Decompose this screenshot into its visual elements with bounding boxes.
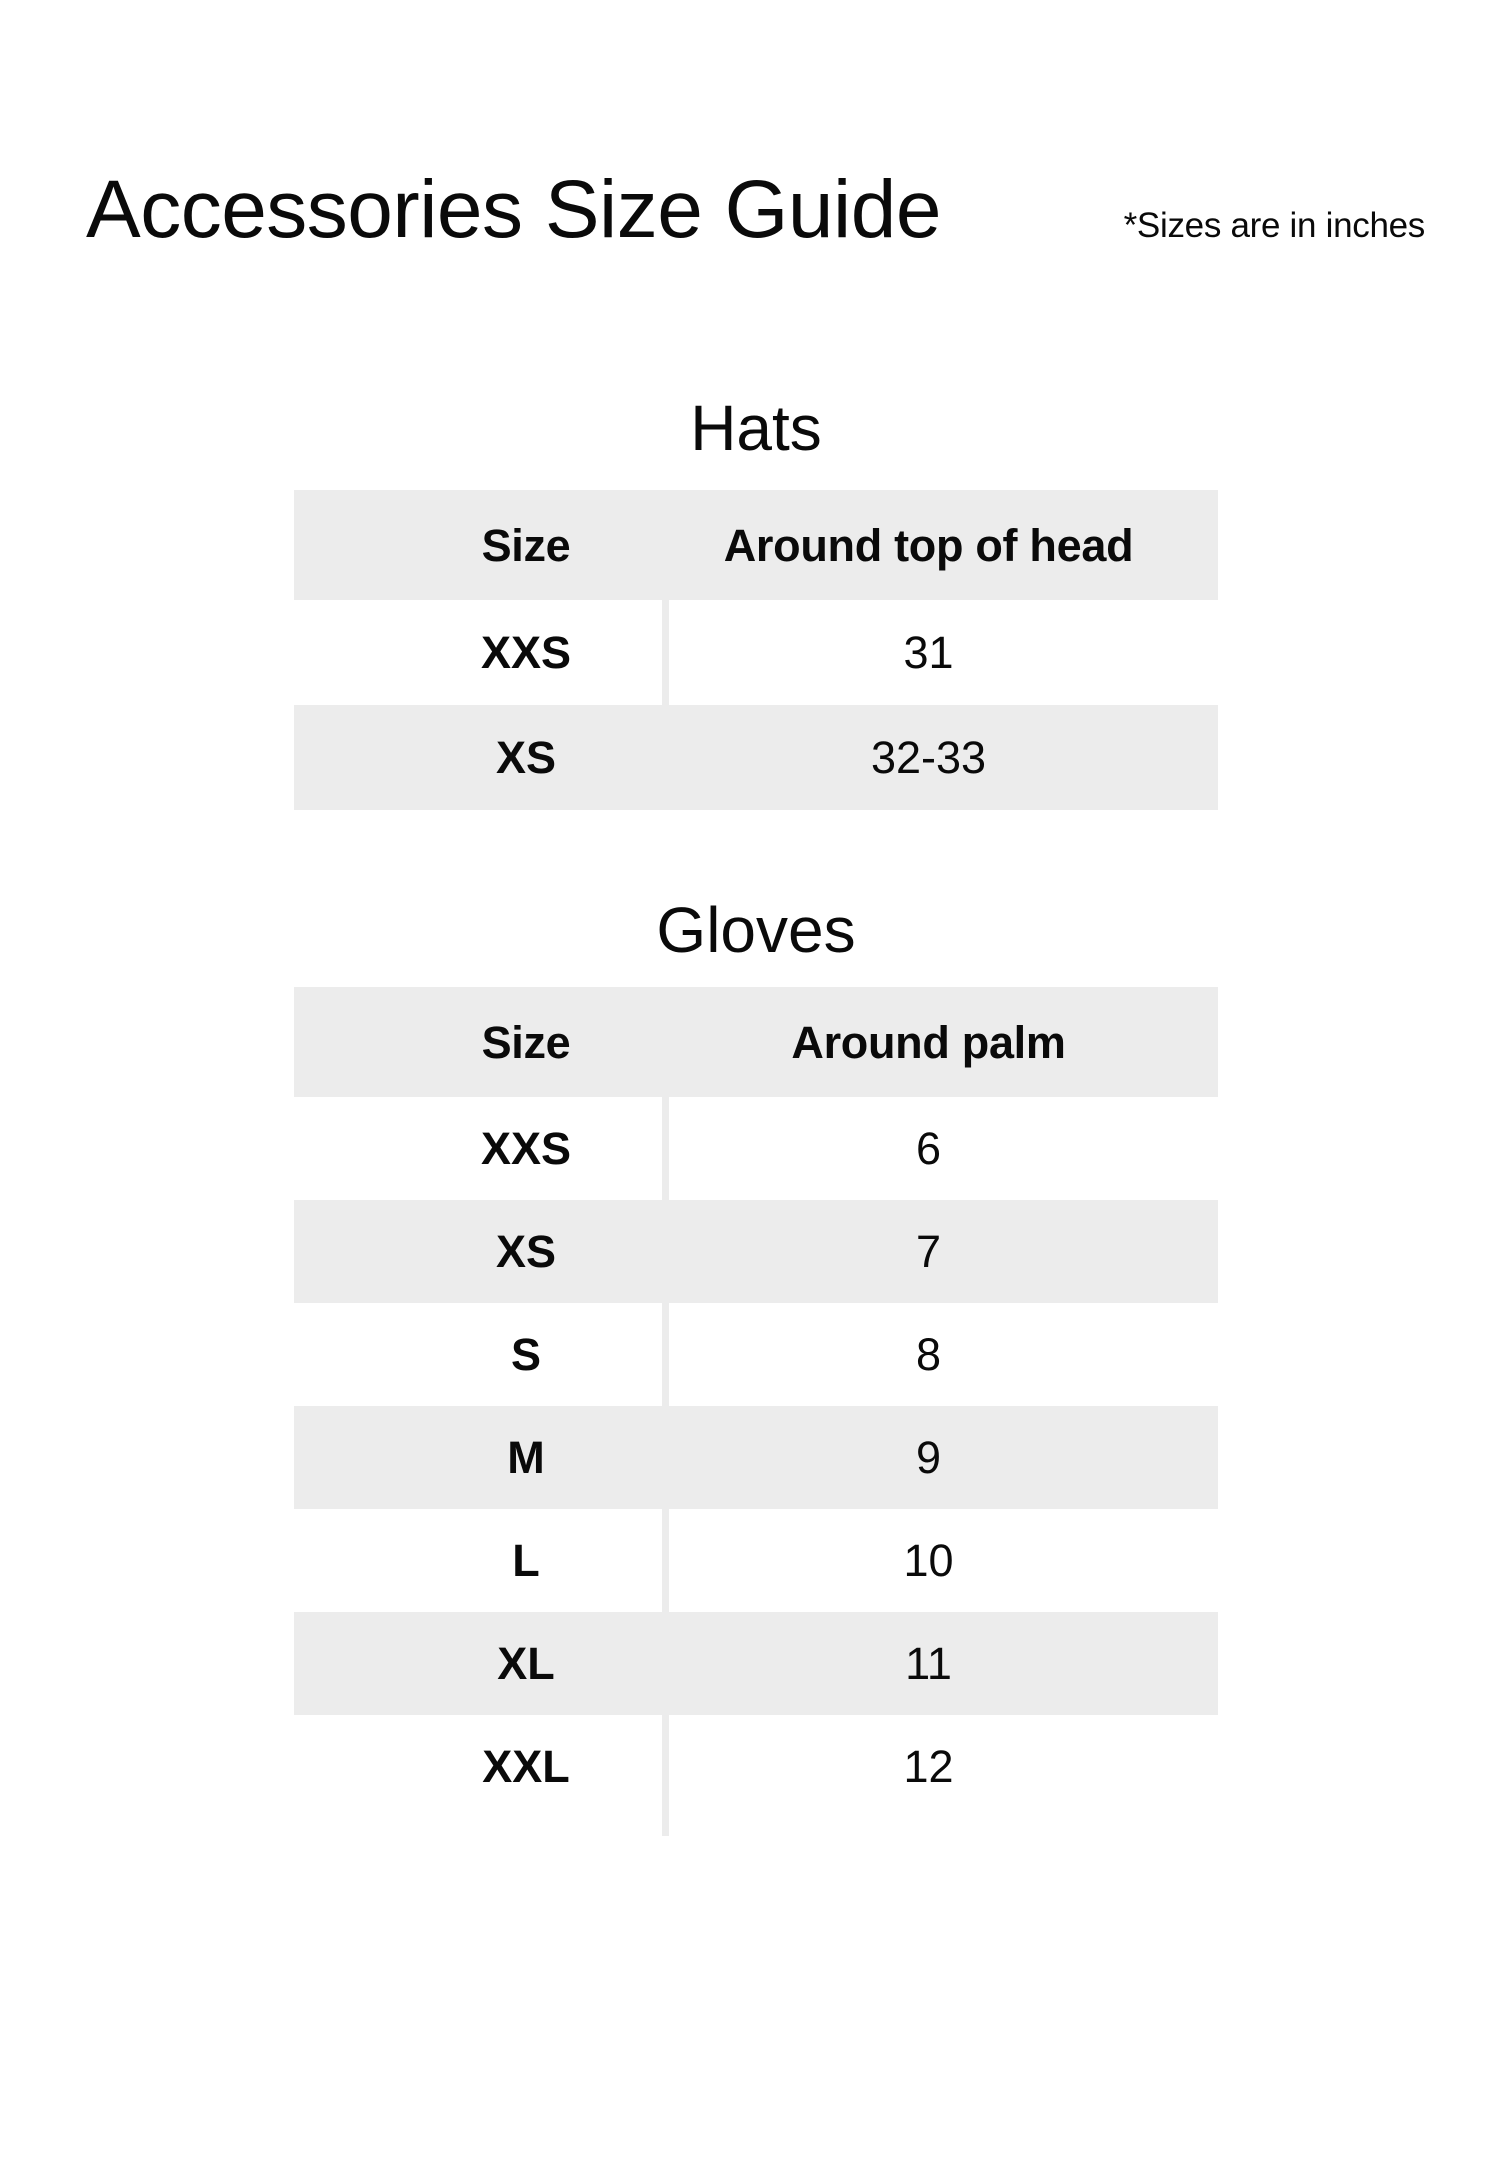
table-header-row — [294, 490, 1218, 600]
size-cell: XL — [497, 1638, 555, 1689]
table-row — [294, 1715, 1218, 1818]
value-cell: 9 — [662, 1406, 1218, 1509]
value-cell: 12 — [662, 1715, 1218, 1818]
inches-note: *Sizes are in inches — [1123, 206, 1425, 245]
value-cell: 10 — [662, 1509, 1218, 1612]
size-cell: XXS — [480, 1123, 572, 1174]
size-cell: XXS — [480, 627, 572, 678]
table-row — [294, 1509, 1218, 1612]
value-cell: 6 — [662, 1097, 1218, 1200]
table-row — [294, 1406, 1218, 1509]
value-cell: 31 — [662, 600, 1218, 705]
page-header — [0, 164, 1500, 255]
column-divider-tail — [662, 1818, 669, 1836]
size-cell: L — [512, 1535, 540, 1586]
gloves-table — [294, 987, 1218, 1818]
section-hats — [294, 393, 1218, 810]
size-guide-page — [0, 164, 1500, 2169]
table-row — [294, 1303, 1218, 1406]
section-gloves — [294, 895, 1218, 1836]
column-header-measurement: Around top of head — [662, 490, 1218, 600]
page-title: Accessories Size Guide — [86, 164, 941, 255]
size-cell: M — [507, 1432, 545, 1483]
size-cell: XS — [495, 732, 557, 783]
table-row — [294, 1200, 1218, 1303]
column-header-size: Size — [481, 519, 571, 571]
value-cell: 32-33 — [662, 705, 1218, 810]
table-row — [294, 705, 1218, 810]
column-header-measurement: Around palm — [662, 987, 1218, 1097]
value-cell: 11 — [662, 1612, 1218, 1715]
hats-heading: Hats — [690, 392, 822, 464]
gloves-heading: Gloves — [656, 894, 856, 966]
table-row — [294, 1612, 1218, 1715]
table-header-row — [294, 987, 1218, 1097]
table-row — [294, 1097, 1218, 1200]
hats-table-body — [294, 600, 1218, 810]
hats-table — [294, 490, 1218, 810]
column-header-size: Size — [481, 1016, 571, 1068]
value-cell: 8 — [662, 1303, 1218, 1406]
table-row — [294, 600, 1218, 705]
value-cell: 7 — [662, 1200, 1218, 1303]
size-cell: XS — [495, 1226, 557, 1277]
size-cell: S — [510, 1329, 541, 1380]
gloves-table-body — [294, 1097, 1218, 1818]
size-cell: XXL — [482, 1741, 570, 1792]
